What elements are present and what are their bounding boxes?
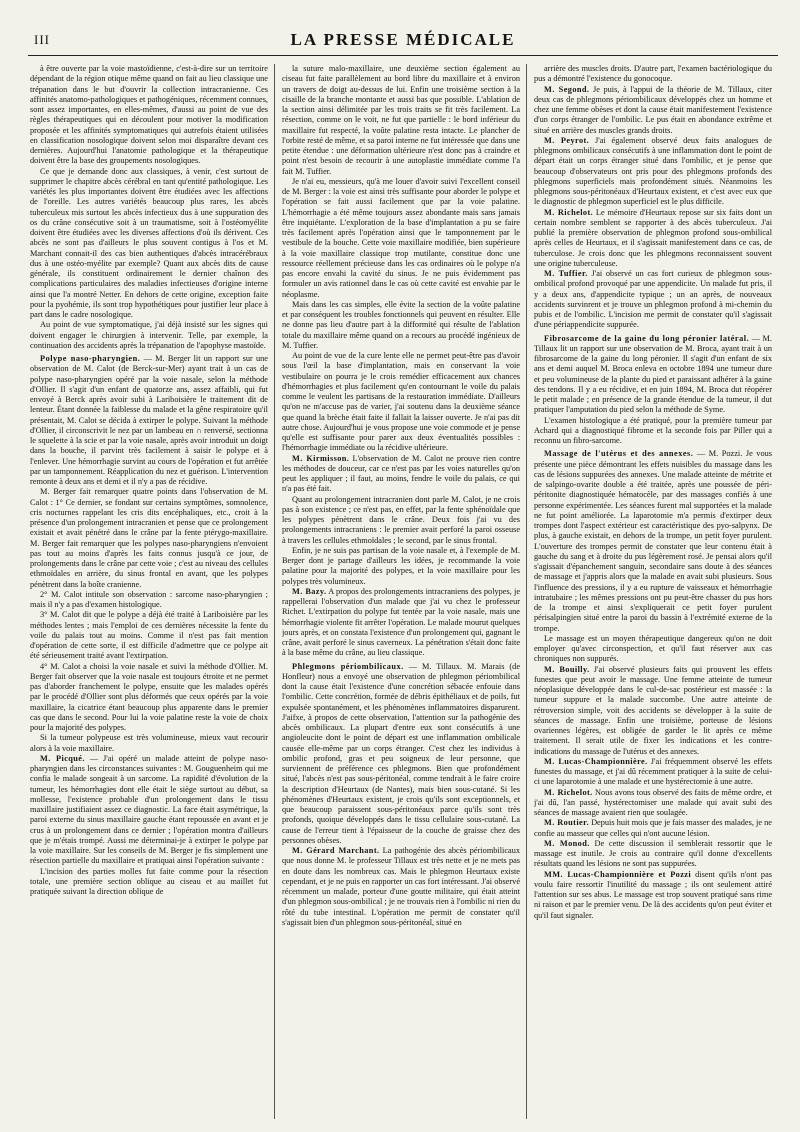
speaker-name: M. Richelot. (544, 787, 593, 797)
speaker-paragraph: M. Monod. De cette discussion il semblerait ressortir que le massage est inutile. Je crois au contraire qu'il donne d'excellents résultats quand les lésions ne sont pas suppurées. (534, 838, 772, 869)
page-header (28, 30, 778, 52)
paragraph: L'incision des parties molles fut faite comme pour la résection totale, une première section oblique au ciseau et au maillet fut pratiquée suivant la direction oblique de (30, 866, 268, 896)
page-folio: III (34, 32, 50, 47)
paragraph: 2° M. Calot intitule son observation : sarcome naso-pharyngien ; mais il n'y a pas d'examen histologique. (30, 589, 268, 609)
paragraph: Au point de vue de la cure lente elle ne permet peut-être pas d'avoir sous l'œil la base d'implantation, mais en conservant la voie vestibulaire on pourra je le crois remédier efficacement aux chances d'hémorrhagies et plus facilement qu'en contournant le voile du palais comme le veulent les partisans de la restauration immédiate. D'ailleurs qu'on ne m'accuse pas de varier, j'ai soutenu dans la deuxième séance que quand la brèche était faite il fallait la laisser ouverte. Je n'ai pas dit autre chose. Aujourd'hui je vous propose une voie commode et je pense qu'elle est suffisante pour parer aux deux éventualités possibles : l'hémorrhagie immédiate ou la récidive ultérieure. (282, 351, 520, 453)
paragraph: Quant au prolongement intracranien dont parle M. Calot, je ne crois pas à son existence ; ce n'est pas, en effet, par la fente sphénoïdale que les polypes pénètrent dans le crâne. Deux fois j'ai vu des prolongements intracraniens : le premier avait perforé la paroi osseuse à travers les cellules ethmoïdales ; le second, par le sinus frontal. (282, 494, 520, 545)
speaker-paragraph: M. Picqué. — J'ai opéré un malade atteint de polype naso-pharyngien dans les circonstances suivantes : M. Gouguenheim qui me confia le malade songeait à un sarcome. La rapidité d'évolution de la tumeur, les hémorrhagies dont elle était le siège surtout au début, sa mollesse, l'existence probable d'un prolongement dans le tissu maxillaire justifiaient assez ce diagnostic. La face était asymétrique, la paroi externe du sinus maxillaire gauche étant repoussée en avant et je crus à un prolongement dans ce dernier ; l'opération montra d'ailleurs que je m'étais trompé. Aussi me déterminai-je à extirper le polype par la voie maxillaire. Sur les conseils de M. Berger je fis simplement une résection partielle du maxillaire et pratiquai ainsi l'opération suivante : (30, 753, 268, 866)
paragraph: arrière des muscles droits. D'autre part, l'examen bactériologique du pus a démontré l'existence du gonocoque. (534, 64, 772, 84)
paragraph: 3° M. Calot dit que le polype a déjà été traité à Lariboisière par les méthodes lentes ; mais l'emploi de ces dernières nécessite la fente du voile du palais tout au moins. Comme il n'est pas fait mention d'opération de cette sorte, il est difficile d'admettre que ce polype ait été sérieusement traité avant l'extirpation. (30, 610, 268, 661)
paragraph: Au point de vue symptomatique, j'ai déjà insisté sur les signes qui doivent engager le chirurgien à intervenir. Telle, par exemple, la continuation des accidents après la trépanation de l'apophyse mastoïde. (30, 320, 268, 350)
speaker-name: M. Bazy. (292, 586, 327, 596)
column-divider (274, 64, 275, 1119)
speaker-name: M. Segond. (544, 84, 590, 94)
speaker-name: M. Picqué. (40, 753, 85, 763)
speaker-paragraph: M. Kirmisson. L'observation de M. Calot ne prouve rien contre les méthodes de douceur, car ce n'est pas par les voies naturelles qu'on peut les appliquer ; il faut, au moins, fendre le voile du palais, ce qui n'a pas été fait. (282, 453, 520, 494)
speaker-name: M. Bouilly. (544, 664, 590, 674)
section-paragraph: Phlegmons périombilicaux. — M. Tillaux. M. Marais (de Honfleur) nous a envoyé une observation de phlegmon périombilical dont la cause était l'existence d'une concrétion sébacée enfouie dans l'ombilic. Cette concrétion, formée de débris épithéliaux et de poils, fut expulsée spontanément, et les phénomènes inflammatoires disparurent. J'aifxe, à propos de cette observation, l'attention sur la pathogénie des abcès ombilicaux. La plupart d'entre eux sont consécutifs à une angioleucite dont le point de départ est une inflammation ombilicale causée elle-même par un corps étranger. C'est chez les individus à ombilic profond, gras et peu soigneux de leur personne, que surviennent de préférence ces phlegmons. Bien que profondément situé, l'abcès n'est pas sous-péritonéal, comme tendrait à le faire croire la description d'Heurtaux (de Nantes), mais bien sous-cutané. Si les phénomènes d'Heurtaux existent, je crois qu'ils sont exceptionnels, et que beaucoup paraissent sous-péritonéaux parce qu'ils sont très profonds, quoique développés dans le tissu cellulaire sous-cutané. La cause de l'erreur tient à l'épaisseur de la couche de graisse chez des personnes obèses. (282, 661, 520, 845)
speaker-name: MM. Lucas-Championnière et Pozzi (544, 869, 692, 879)
speaker-paragraph: M. Lucas-Championnière. J'ai fréquemment observé les effets funestes du massage, et j'ai dû récemment pratiquer à la suite de celui-ci une laparotomie à une malade et une hystérectomie à une autre. (534, 756, 772, 787)
paragraph: Si la tumeur polypeuse est très volumineuse, mieux vaut recourir alors à la voie maxillaire. (30, 733, 268, 753)
speaker-paragraph: M. Bazy. A propos des prolongements intracraniens des polypes, je rappellerai l'observation d'un malade que j'ai vu chez le professeur Richet. L'extirpation du polype fut tentée par la voie nasale, mais une hémorrhagie violente fit arrêter l'opération. Le malade mourut quelques jours après, et on constata l'existence d'un prolongement qui, gagnant le crâne, avait perforé le sinus caverneux. La pénétration s'était donc faite à la base même du crâne, au lieu classique. (282, 586, 520, 658)
speaker-name: M. Peyrot. (544, 135, 590, 145)
speaker-paragraph: M. Richelot. Nous avons tous observé des faits de même ordre, et j'ai dû, l'an passé, hystérectomiser une malade qui avait subi des séances de massage avaient rien que soulagée. (534, 787, 772, 817)
section-heading: Polype naso-pharyngien. (40, 354, 141, 363)
paragraph: Mais dans les cas simples, elle évite la section de la voûte palatine et par conséquent les troubles fonctionnels qui peuvent en résulter. Elle ne donne pas lieu d'autre part à la difformité qui résulte de l'ablation totale du maxillaire même quand on a recours au procédé ingénieux de M. Tuffier. (282, 299, 520, 350)
text-column-1 (30, 64, 268, 1124)
speaker-paragraph: M. Segond. Je puis, à l'appui de la théorie de M. Tillaux, citer deux cas de phlegmons périombilicaux développés chez un homme et chez une femme obèses et dont la cause était manifestement l'existence d'un corps étranger de l'ombilic. Le pus était en abondance extrême et situé en arrière des muscles grands droits. (534, 84, 772, 135)
section-paragraph: Massage de l'utérus et des annexes. — M. Pozzi. Je vous présente une pièce démontrant les effets nuisibles du massage dans les cas de lésions suppurées des annexes. Une malade atteinte de métrite et de salpingo-ovarite double a été traitée, après une poussée de péri-péritonite diagnostiquée hématocèle, par des massages confiés à une personne expérimentée. Les séances furent mal supportées et la malade ne fut point améliorée. La laparotomie m'a permis d'extirper deux trompes dont l'aspect extérieur est caractéristique des pyo-salpynx. De plus, à gauche existait, en dehors de la trompe, un petit foyer purulent. L'ouverture des trompes permit de constater que leur contenu était à gauche du sang et à droite du pus légèrement rosé. Je pensai alors qu'il s'agissait d'épanchement sanguin, secondaire sans doute à des séances de massage et j'appris alors que la malade en avait subi plusieurs. Sous l'influence des pressions, il y a eu rupture de vaisseaux et hémorrhagie intratubaire ; les mêmes pressions ont pu peut-être chasser du pus hors de la trompe et ainsi s'expliquerait ce petit foyer purulent périsalpingien situé entre la paroi du bassin à l'extrémité externe de la trompe. (534, 449, 772, 633)
speaker-name: M. Kirmisson. (292, 453, 350, 463)
speaker-paragraph: MM. Lucas-Championnière et Pozzi disent qu'ils n'ont pas voulu faire ressortir l'inutilité du massage ; ils ont seulement attiré l'attention sur ses abus. Le massage est trop souvent pratiqué sans rime ni raison et par le premier venu. De là des accidents qu'on peut éviter et qu'il faut signaler. (534, 869, 772, 920)
section-paragraph: Fibrosarcome de la gaine du long péronier latéral. — M. Tillaux lit un rapport sur une observation de M. Broca, ayant trait à un fibrosarcome de la gaine du long péronier. Il s'agit d'un enfant de six ans et demi auquel M. Broca enleva en octobre 1894 une tumeur dure et peu volumineuse de la plante du pied et paraissant adhérer à la gaine des tendons. Il y a eu récidive, et en juin 1894, M. Broca dut réopérer le petit malade ; en présence de la grande étendue de la tumeur, il dut pratiquer l'amputation du pied selon la méthode de Syme. (534, 333, 772, 415)
speaker-paragraph: M. Richelot. Le mémoire d'Heurtaux repose sur six faits dont un certain nombre semblent se rapporter à des abcès tuberculeux. J'ai publié la première observation de phlegmon profond sous-ombilical après celles de Heurtaux, et il s'agissait manifestement dans ce cas, de tuberculose. Je crois donc que les phlegmons reconnaissent souvent une origine tuberculeuse. (534, 207, 772, 268)
column-divider (526, 64, 527, 1119)
text-column-3 (534, 64, 772, 1124)
speaker-name: M. Monod. (544, 838, 590, 848)
speaker-name: M. Routier. (544, 818, 589, 828)
paragraph: la suture malo-maxillaire, une deuxième section également au ciseau fut faite parallèlement au bord libre du maxillaire et à environ un travers de doigt au-dessus de lui. Enfin une troisième section à la cisaille de la branche montante et aussi bas que possible. L'ablation de la section ainsi délimitée par les trois traits se fit très facilement. La résection, comme on le voit, ne fut que partielle : le bord inférieur du maxillaire fut respecté, la voûte palatine resta intacte. Le plancher de l'orbite resté de même, et sa paroi interne ne fut intéressée que dans une petite étendue : une déformation ultérieure n'est donc pas à craindre et point n'est besoin de recourir à une autoplastie immédiate comme l'a fait M. Tuffier. (282, 64, 520, 176)
speaker-paragraph: M. Bouilly. J'ai observé plusieurs faits qui prouvent les effets funestes que peut avoir le massage. Une femme atteinte de tumeur néoplasique développée dans le cul-de-sac postérieur est massée : la tumeur suppure et la malade succombe. Une autre atteinte de rétroversion simple, voit des accidents se développer à la suite de séances de massage. Enfin une troisième, porteuse de lésions ovariennes légères, est obligée de garder le lit après ce même traitement. Il serait utile de fixer les indications et les contre-indications du massage de l'utérus et des annexes. (534, 664, 772, 756)
paragraph: Enfin, je ne suis pas partisan de la voie nasale et, à l'exemple de M. Berger dont je partage d'ailleurs les idées, je recommande la voie palatine pour la majorité des polypes, et la voie maxillaire pour les polypes très volumineux. (282, 545, 520, 586)
section-heading: Fibrosarcome de la gaine du long péronier latéral. (544, 333, 750, 343)
paragraph: 4° M. Calot a choisi la voie nasale et suivi la méthode d'Ollier. M. Berger fait observer que la voie nasale est toujours étroite et ne permet pas d'aborder franchement le polype, ensuite que les malades opérés par le procédé d'Ollier sont plus déformés que ceux opérés par la voie maxillaire, la cicatrice étant beaucoup plus apparente dans le premier cas que dans le second. Pour lui la voie palatine reste la voie de choix pour la majorité des polypes. (30, 661, 268, 732)
speaker-paragraph: M. Tuffier. J'ai observé un cas fort curieux de phlegmon sous-ombilical profond provoqué par une appendicite. Un malade fut pris, il y a deux ans, d'appendicite typique ; un an après, de nouveaux accidents survinrent et je trouve un phlegmon profond à mi-chemin du pubis et de l'ombilic. L'incision me permit de constater qu'il s'agissait d'une périappendicite suppurée. (534, 269, 772, 330)
paragraph: Ce que je demande donc aux classiques, à venir, c'est surtout de supprimer le chapitre abcès cérébral en tant qu'entité pathologique. Les variétés les plus importantes doivent être étudiées avec les affections de l'oreille. Les autres variétés beaucoup plus rares, les abcès tuberculeux mis surtout les abcès infectieux dus à une suppuration des os du crâne consécutive soit à un traumatisme, soit à l'ostéomyélite doivent être étudiées avec les diverses affections d'où ils dérivent. Ces abcès ne sont pas d'ailleurs le plus souvent contigus à l'os et M. Marchant connait-il des cas bien authentiques d'abcès intracérébraux dus à une ostéo-myélite par exemple? Quant aux abcès dits de cause générale, ils constituent ordinairement le dernier chaînon des complications particulaires des maladies infectieuses d'origine interne ainsi que l'a montré Netter. En dehors de cette origine, exception faite pour la pyohémie, ils sont trop hypothétiques pour justifier leur place à part dans le cadre nosologique. (30, 166, 268, 319)
speaker-name: M. Gérard Marchant. (292, 846, 380, 855)
speaker-paragraph: M. Gérard Marchant. La pathogénie des abcès périombilicaux que nous donne M. le professeur Tillaux est très nette et je ne mets pas en doute dans les nombreux cas. Mais le phlegmon Heurtaux existe cependant, et je ne puis en rapporter un cas fort intéressant. J'ai observé récemment un malade, porteur d'une goutte militaire, qui était atteint d'un phlegmon sous-ombilical ; je ne trouvais rien à l'ombilic ni rien du rôté du tube intestinal. L'opération me permit de constater qu'il s'agissait bien d'un phlegmon sous-péritonéal, situé en (282, 846, 520, 927)
paragraph: Je n'ai eu, messieurs, qu'à me louer d'avoir suivi l'excellent conseil de M. Berger : la voie est ainsi très suffisante pour aborder le polype et l'opération se fait aussi facilement que par la voie palatine. L'hémorrhagie a été même toujours assez abondante mais sans jamais être inquiétante. L'exploration de la base d'implantation a pu se faire très facilement après l'opération ainsi que le tamponnement par le vestibule de la bouche. Cette voie maxillaire modifiée, bien supérieure à la voie maxillaire classique trop mutilante, constitue donc une ressource réellement précieuse dans les cas ordinaires où le polype n'a pas encore envahi la cavité du sinus. Je ne puis évidemment pas formuler un avis rationnel dans le cas où cette cavité est envahie par le néoplasme. (282, 176, 520, 299)
speaker-name: M. Tuffier. (544, 269, 588, 278)
speaker-name: M. Lucas-Championnière. (544, 756, 648, 766)
paragraph: M. Berger fait remarquer quatre points dans l'observation de M. Calot : 1° Ce dernier, se fondant sur certains symptômes, somnolence, cris nocturnes rappelant les cris dits encéphaliques, etc., croit à la présence d'un prolongement intracranien et pense que ce prolongement existait et avait pénétré dans le crâne par la fente ptérygo-maxillaire. M. Berger fait remarquer que les polypes naso-pharyngiens n'envoient pas tout au moins d'après les faits connus jusqu'à ce jour, de prolongements dans le crâne par cette voie ; c'est au niveau des cellules ethmoïdales en arrière, du sinus frontal en avant, que les polypes pénètrent dans la boîte cranienne. (30, 487, 268, 589)
section-heading: Massage de l'utérus et des annexes. (544, 449, 694, 459)
paragraph: L'examen histologique a été pratiqué, pour la première tumeur par Achard qui a diagnostiqué fibrome et la seconde fois par Piller qui a reconnu un fibro-sarcome. (534, 415, 772, 445)
speaker-paragraph: M. Routier. Depuis huit mois que je fais masser des malades, je ne confie au masseur que celles qui n'ont aucune lésion. (534, 818, 772, 838)
section-heading: Phlegmons périombilicaux. (292, 661, 404, 671)
paragraph: Le massage est un moyen thérapeutique dangereux qu'on ne doit employer qu'avec circonspection, et qu'il faut réserver aux cas chroniques non suppurés. (534, 633, 772, 664)
speaker-paragraph: M. Peyrot. J'ai également observé deux faits analogues de phlegmons ombilicaux consécutifs à une inflammation dont le point de départ était un corps étranger situé dans l'ombilic, et je pense que beaucoup d'observateurs ont pris pour des phlegmons profonds des phlegmons superficiels mais profondément situés. Néanmoins les phlegmons sous-péritonéaux d'Heurtaux existent, et c'est avec eux que le diagnostic de phlegmon superficiel est le plus difficile. (534, 135, 772, 207)
header-rule (28, 55, 778, 56)
speaker-name: M. Richelot. (544, 207, 594, 217)
journal-title: LA PRESSE MÉDICALE (290, 30, 516, 49)
paragraph: à être ouverte par la voie mastoïdienne, c'est-à-dire sur un territoire dépendant de la région otique même quand on fait au lieu classique une trépanation dans le but d'ouvrir la collection intracranienne. Ces affinités anatomo-pathologiques et pathogéniques, récemment connues, sont assez importantes, en elles-mêmes, d'aussi au point de vue des règles thérapeutiques qui en découlent pour motiver la modification proposée et les affinités symptomatiques qui autrefois étaient utilisées en classification nosologique doivent selon moi disparaître devant ces dernières. Aujourd'hui l'anatomie pathologique et la thérapeutique doivent être la base des groupements nosologiques. (30, 64, 268, 166)
text-column-2 (282, 64, 520, 1124)
section-paragraph: Polype naso-pharyngien. — M. Berger lit un rapport sur une observation de M. Calot (de Berck-sur-Mer) ayant trait à un cas de polype naso-pharyngien opéré par la voie nasale, selon la méthode d'Ollier. Il s'agit d'un enfant de quatorze ans, assez affaibli, qui fut envoyé à Berck après avoir subi à Lariboisière le traitement dit de lenteur. Étant donnée la faiblesse du malade et la gêne respiratoire qu'il présentait, M. Calot se décida à extirper le polype. Suivant la méthode d'Ollier, il circonscrivit le nez par un lambeau en ∩ renversé, sectionna le squelette à la scie et par la voie nasale, après avoir introduit un doigt dans la bouche, il parvint très facilement à saisir le polype et à l'enlever. Une hémorrhagie survint au cours de l'opération et fut arrêtée par un tamponnement. Réapplication du nez et guérison. L'intervention remonte à deux ans et demi et il n'y a pas de récidive. (30, 354, 268, 486)
